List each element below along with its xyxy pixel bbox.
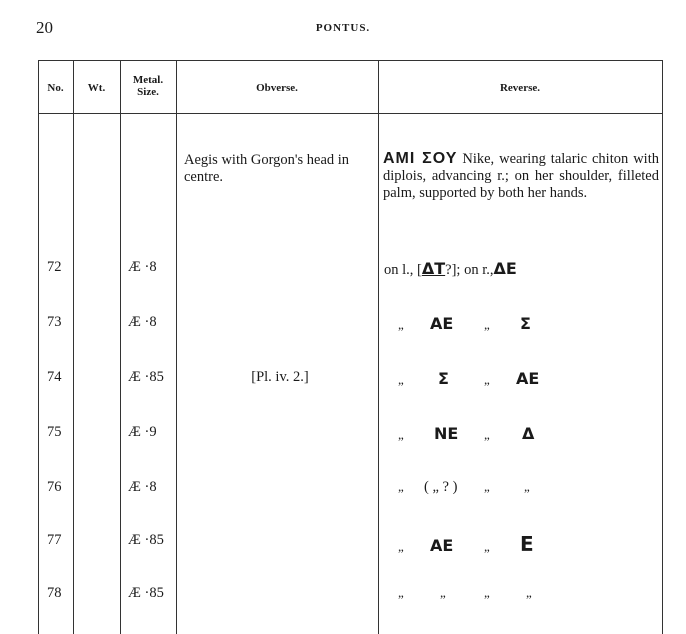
row-metal-size: Æ ·9	[128, 424, 157, 440]
monogram: Δ	[522, 424, 535, 443]
monogram: Ε	[520, 532, 534, 556]
ditto-mark: „	[484, 427, 490, 442]
ditto-mark: „	[398, 479, 404, 494]
ditto-mark: „	[484, 585, 490, 600]
ditto-mark: „	[440, 585, 446, 600]
ditto-mark: „	[484, 372, 490, 387]
header-wt: Wt.	[87, 82, 106, 94]
column-divider	[120, 60, 121, 634]
row-metal-size: Æ ·85	[128, 532, 164, 548]
plate-reference: [Pl. iv. 2.]	[251, 369, 309, 385]
running-head: PONTUS.	[315, 22, 371, 34]
header-obverse: Obverse.	[256, 82, 298, 94]
row-number: 77	[47, 532, 62, 548]
row-number: 74	[47, 369, 62, 385]
row-reverse	[384, 259, 517, 279]
column-divider	[73, 60, 74, 634]
header-reverse: Reverse.	[499, 82, 540, 94]
header-metal-line1: Metal.	[132, 74, 164, 86]
monogram: ΔΤ	[421, 259, 446, 278]
page-number: 20	[36, 18, 53, 37]
row-reverse	[398, 585, 532, 602]
column-divider	[378, 60, 379, 634]
row-reverse	[398, 369, 539, 389]
row-metal-size: Æ ·8	[128, 479, 157, 495]
header-no: No.	[47, 82, 64, 94]
row-reverse	[398, 424, 534, 444]
row-number: 72	[47, 259, 62, 275]
column-divider	[662, 60, 663, 634]
row-number: 78	[47, 585, 62, 601]
header-bottom-rule	[38, 113, 662, 114]
row-number: 75	[47, 424, 62, 440]
header-metal	[120, 74, 176, 98]
row-metal-size: Æ ·8	[128, 314, 157, 330]
ditto-mark: „	[398, 317, 404, 332]
reverse-description-block	[383, 150, 659, 202]
reverse-description: Nike, wearing talaric chiton with diplois, advancing r.; on her shoulder, filleted palm, supported by both her hands.	[383, 151, 659, 201]
ditto-mark: „	[398, 372, 404, 387]
reverse-part: ( „ ? )	[424, 479, 458, 495]
ditto-mark: „	[398, 427, 404, 442]
monogram: ΑΕ	[430, 536, 454, 555]
monogram: Σ	[520, 314, 531, 333]
row-reverse	[398, 532, 534, 556]
monogram: ΑΕ	[430, 314, 454, 333]
ditto-mark: „	[398, 585, 404, 600]
row-number: 73	[47, 314, 62, 330]
ditto-mark: „	[524, 479, 530, 494]
ditto-mark: „	[526, 585, 532, 600]
ditto-mark: „	[398, 539, 404, 554]
monogram: ΝΕ	[434, 424, 459, 443]
reverse-part: ?]; on r.,	[445, 262, 494, 278]
ditto-mark: „	[484, 479, 490, 494]
header-metal-line2: Size.	[137, 86, 159, 98]
monogram: Σ	[438, 369, 449, 388]
obverse-description: Aegis with Gorgon's head in centre.	[184, 152, 350, 185]
row-metal-size: Æ ·85	[128, 369, 164, 385]
monogram: ΑΕ	[516, 369, 540, 388]
row-reverse	[398, 479, 530, 496]
ditto-mark: „	[484, 317, 490, 332]
reverse-legend: ΑΜΙ ΣΟΥ	[383, 150, 458, 167]
row-metal-size: Æ ·8	[128, 259, 157, 275]
row-metal-size: Æ ·85	[128, 585, 164, 601]
monogram: ΔΕ	[493, 259, 517, 278]
ditto-mark: „	[484, 539, 490, 554]
table-top-rule	[38, 60, 662, 61]
column-divider	[176, 60, 177, 634]
row-number: 76	[47, 479, 62, 495]
row-reverse	[398, 314, 531, 334]
reverse-part: on l., [	[384, 262, 422, 278]
column-divider	[38, 60, 39, 634]
